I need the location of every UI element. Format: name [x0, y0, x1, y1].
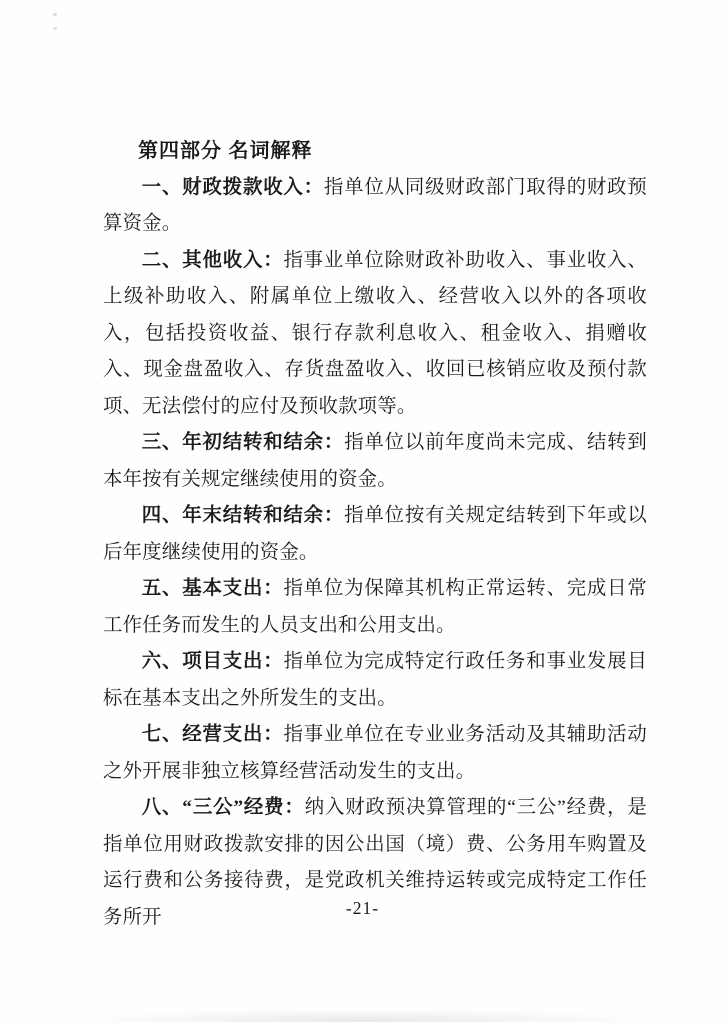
definition-paragraph	[103, 425, 647, 498]
term-definition: 指单位按有关规定结转到下年或以后年度继续使用的资金。	[103, 505, 648, 563]
term-definition: 指单位从同级财政部门取得的财政预算资金。	[103, 176, 647, 234]
term-definition: 指单位为保障其机构正常运转、完成日常工作任务而发生的人员支出和公用支出。	[103, 578, 647, 636]
term-label: 五、基本支出：	[141, 578, 284, 599]
document-content	[103, 133, 647, 936]
definition-paragraph	[103, 498, 647, 571]
term-label: 七、经营支出：	[141, 724, 284, 745]
scan-speck	[53, 27, 57, 30]
definition-paragraph	[103, 243, 647, 426]
term-label: 八、“三公”经费：	[141, 797, 305, 818]
definition-paragraph	[103, 170, 647, 243]
section-heading: 第四部分 名词解释	[138, 140, 313, 162]
term-definition: 指事业单位除财政补助收入、事业收入、上级补助收入、附属单位上缴收入、经营收入以外的各项收入，包括投资收益、银行存款利息收入、租金收入、捐赠收入、现金盘盈收入、存货盘盈收入、收回已核销应收及预付款项、无法偿付的应付及预收款项等。	[103, 249, 647, 417]
definition-paragraph	[103, 717, 647, 790]
definition-paragraph	[103, 644, 647, 717]
term-label: 六、项目支出：	[141, 651, 284, 672]
term-label: 四、年末结转和结余：	[141, 505, 345, 526]
term-label: 一、财政拨款收入：	[141, 176, 324, 198]
term-label: 二、其他收入：	[141, 249, 284, 271]
term-definition: 指单位为完成特定行政任务和事业发展目标在基本支出之外所发生的支出。	[103, 651, 647, 709]
scan-speck	[53, 13, 57, 16]
page-number: -21-	[345, 898, 380, 918]
scan-shadow	[12, 1006, 713, 1022]
term-label: 三、年初结转和结余：	[141, 432, 345, 453]
term-definition: 指事业单位在专业业务活动及其辅助活动之外开展非独立核算经营活动发生的支出。	[103, 724, 647, 782]
term-definition: 指单位以前年度尚未完成、结转到本年按有关规定继续使用的资金。	[103, 432, 648, 490]
definition-paragraph	[103, 571, 647, 644]
term-definition: 纳入财政预决算管理的“三公”经费，是指单位用财政拨款安排的因公出国（境）费、公务用车购置及运行费和公务接待费，是党政机关维持运转或完成特定工作任务所开	[103, 797, 647, 928]
